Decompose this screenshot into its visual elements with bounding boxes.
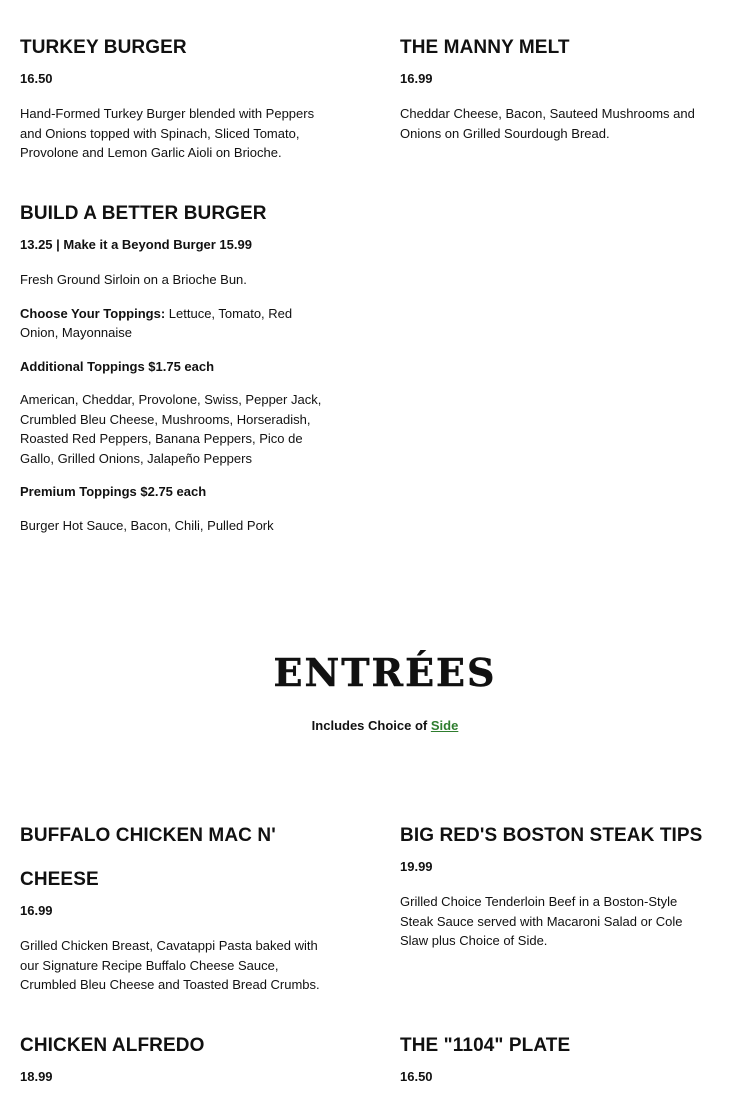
premium-toppings-list: Burger Hot Sauce, Bacon, Chili, Pulled Pork — [20, 517, 274, 533]
item-description: Fresh Ground Sirloin on a Brioche Bun. — [20, 272, 247, 287]
item-title: BUFFALO CHICKEN MAC N' CHEESE — [20, 825, 276, 890]
item-price: 16.50 — [20, 71, 53, 86]
item-price: 18.99 — [20, 1069, 53, 1084]
item-price: 19.99 — [400, 859, 433, 874]
menu-item-1104-plate — [400, 1024, 710, 1102]
item-price: 16.50 — [400, 1069, 433, 1084]
toppings-label: Choose Your Toppings: — [20, 305, 166, 321]
menu-item-boston-steak-tips — [400, 814, 710, 965]
toppings-text: Lettuce, Tomato, Red Onion, Mayonnaise — [20, 305, 293, 340]
item-title: CHICKEN ALFREDO — [20, 1035, 205, 1056]
additional-toppings-heading: Additional Toppings $1.75 each — [20, 358, 215, 374]
section-subtitle — [0, 717, 730, 735]
menu-item-build-a-better-burger — [20, 192, 330, 549]
menu-item-turkey-burger — [20, 26, 330, 177]
additional-toppings-list: American, Cheddar, Provolone, Swiss, Pepper Jack, Crumbled Bleu Cheese, Mushrooms, Horseradish, Roasted Red Peppers, Banana Peppers, Pico de Gallo, Grilled Onions, Jalapeño Peppers — [20, 392, 322, 466]
side-link[interactable]: Side — [430, 718, 459, 733]
item-price: 16.99 — [20, 903, 53, 918]
item-description: Cheddar Cheese, Bacon, Sauteed Mushrooms and Onions on Grilled Sourdough Bread. — [400, 106, 695, 141]
item-price: 16.99 — [400, 71, 433, 86]
item-description: Hand-Formed Turkey Burger blended with Peppers and Onions topped with Spinach, Sliced Tomato, Provolone and Lemon Garlic Aioli on Brioche. — [20, 106, 315, 160]
item-title: THE MANNY MELT — [400, 37, 570, 58]
item-price: 13.25 | Make it a Beyond Burger 15.99 — [20, 237, 252, 252]
item-description: Grilled Chicken Breast, Cavatappi Pasta baked with our Signature Recipe Buffalo Cheese Sauce, Crumbled Bleu Cheese and Toasted Bread Crumbs. — [20, 938, 320, 992]
item-title: BUILD A BETTER BURGER — [20, 203, 267, 224]
item-title: TURKEY BURGER — [20, 37, 187, 58]
item-title: BIG RED'S BOSTON STEAK TIPS — [400, 825, 703, 846]
menu-item-chicken-alfredo — [20, 1024, 330, 1102]
item-title: THE "1104" PLATE — [400, 1035, 571, 1056]
item-description: Grilled Choice Tenderloin Beef in a Boston-Style Steak Sauce served with Macaroni Salad or Cole Slaw plus Choice of Side. — [400, 894, 683, 948]
menu-item-manny-melt — [400, 26, 710, 157]
section-title-entrees: ENTRÉES — [273, 650, 497, 695]
premium-toppings-heading: Premium Toppings $2.75 each — [20, 484, 207, 499]
toppings-line — [20, 304, 330, 343]
subtitle-prefix: Includes Choice of — [311, 718, 431, 733]
menu-item-buffalo-chicken-mac — [20, 814, 330, 1009]
